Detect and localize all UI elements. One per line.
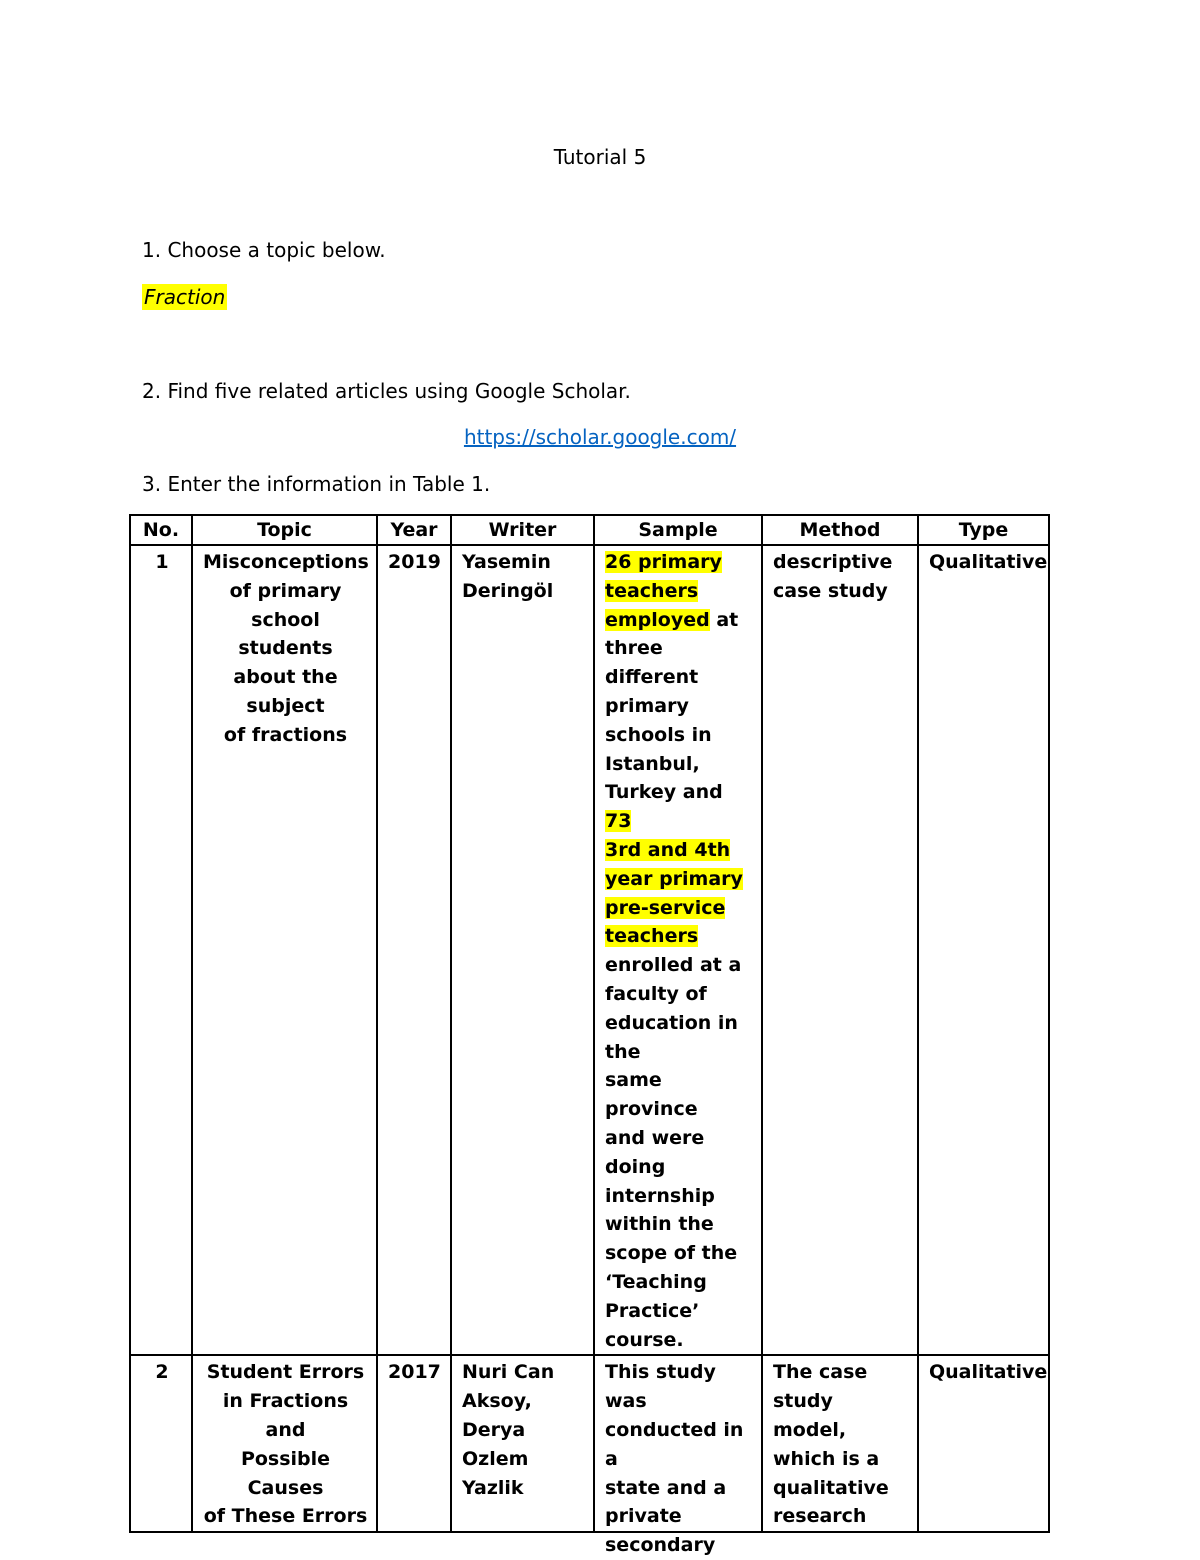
sample-line: ‘Teaching <box>605 1270 707 1293</box>
cell-topic <box>192 545 377 1355</box>
sample-line: conducted in a <box>605 1418 744 1470</box>
sample-highlight: 73 <box>605 810 632 833</box>
header-method: Method <box>762 515 918 545</box>
writer-line: Deringöl <box>462 579 554 602</box>
sample-highlight: 26 primary <box>605 551 722 573</box>
sample-highlight: teachers <box>605 925 699 948</box>
sample-highlight: pre-service <box>605 896 726 919</box>
topic-line: Student Errors <box>206 1361 365 1384</box>
sample-text: Turkey and <box>605 781 723 804</box>
writer-line: Yasemin <box>462 551 551 573</box>
sample-highlight: 3rd and 4th <box>605 838 731 861</box>
method-line: research <box>773 1505 867 1528</box>
topic-line: subject <box>246 694 325 717</box>
chosen-topic: Fraction <box>144 285 226 309</box>
sample-highlight: employed <box>605 608 710 631</box>
header-type: Type <box>918 515 1049 545</box>
sample-line: course. <box>605 1328 684 1351</box>
sample-line: private <box>605 1505 682 1528</box>
page-title: Tutorial 5 <box>553 145 647 169</box>
header-writer: Writer <box>451 515 594 545</box>
method-line: descriptive <box>773 551 893 573</box>
sample-line: This study was <box>605 1361 716 1413</box>
cell-method <box>762 545 918 1355</box>
instruction-3: 3. Enter the information in Table 1. <box>142 472 491 496</box>
sample-line: faculty of <box>605 982 707 1005</box>
topic-line: in Fractions and <box>222 1390 349 1441</box>
sample-line: Practice’ <box>605 1299 700 1322</box>
header-year: Year <box>377 515 451 545</box>
topic-line: Possible Causes <box>240 1447 331 1499</box>
sample-line: within the <box>605 1213 714 1236</box>
articles-table <box>129 514 1050 1557</box>
cell-sample <box>594 1355 762 1557</box>
sample-line: secondary <box>605 1534 716 1557</box>
topic-line: school students <box>238 608 333 660</box>
sample-line: scope of the <box>605 1242 738 1265</box>
writer-line: Yazlik <box>462 1476 524 1499</box>
cell-writer <box>451 1355 594 1532</box>
writer-line: Aksoy, <box>462 1390 532 1413</box>
topic-line: about the <box>233 666 338 689</box>
cell-year: 2017 <box>377 1355 451 1532</box>
writer-line: Ozlem <box>462 1447 529 1470</box>
table-header-row <box>130 515 1049 545</box>
sample-line: schools in <box>605 723 712 746</box>
cell-topic <box>192 1355 377 1532</box>
sample-line: primary <box>605 694 689 717</box>
sample-line: same province <box>605 1069 698 1121</box>
sample-line: Istanbul, <box>605 752 700 775</box>
header-no: No. <box>130 515 192 545</box>
writer-line: Nuri Can <box>462 1361 555 1384</box>
sample-line: three different <box>605 637 699 689</box>
table-row <box>130 1355 1049 1532</box>
cell-type: Qualitative <box>918 545 1049 1355</box>
sample-highlight: teachers <box>605 579 699 602</box>
topic-line: Misconceptions <box>203 551 369 573</box>
cell-no: 1 <box>130 545 192 1355</box>
topic-line: of fractions <box>223 723 348 746</box>
method-line: study model, <box>773 1390 847 1441</box>
sample-highlight: year primary <box>605 867 743 890</box>
cell-year: 2019 <box>377 545 451 1355</box>
sample-line: education in <box>605 1011 738 1034</box>
cell-method <box>762 1355 918 1532</box>
sample-line: the <box>605 1040 641 1063</box>
writer-line: Derya <box>462 1418 526 1441</box>
sample-line: internship <box>605 1184 715 1207</box>
table-row <box>130 545 1049 1355</box>
sample-line: state and a <box>605 1476 727 1499</box>
method-line: which is a <box>773 1447 880 1470</box>
google-scholar-link[interactable]: https://scholar.google.com/ <box>463 425 737 449</box>
header-sample: Sample <box>594 515 762 545</box>
header-topic: Topic <box>192 515 377 545</box>
cell-type: Qualitative <box>918 1355 1049 1532</box>
cell-no: 2 <box>130 1355 192 1532</box>
sample-line: enrolled at a <box>605 954 742 977</box>
instruction-1: 1. Choose a topic below. <box>142 238 386 262</box>
cell-sample <box>594 545 762 1355</box>
topic-line: of These Errors <box>203 1505 368 1528</box>
method-line: qualitative <box>773 1476 889 1499</box>
method-line: case study <box>773 579 888 602</box>
sample-text: at <box>716 608 739 631</box>
scholar-link-line <box>0 425 1200 449</box>
sample-line: doing <box>605 1155 666 1178</box>
sample-line: and were <box>605 1126 705 1149</box>
method-line: The case <box>773 1361 868 1384</box>
topic-line: of primary <box>229 579 342 602</box>
cell-writer <box>451 545 594 1355</box>
instruction-2: 2. Find five related articles using Google Scholar. <box>142 379 631 403</box>
